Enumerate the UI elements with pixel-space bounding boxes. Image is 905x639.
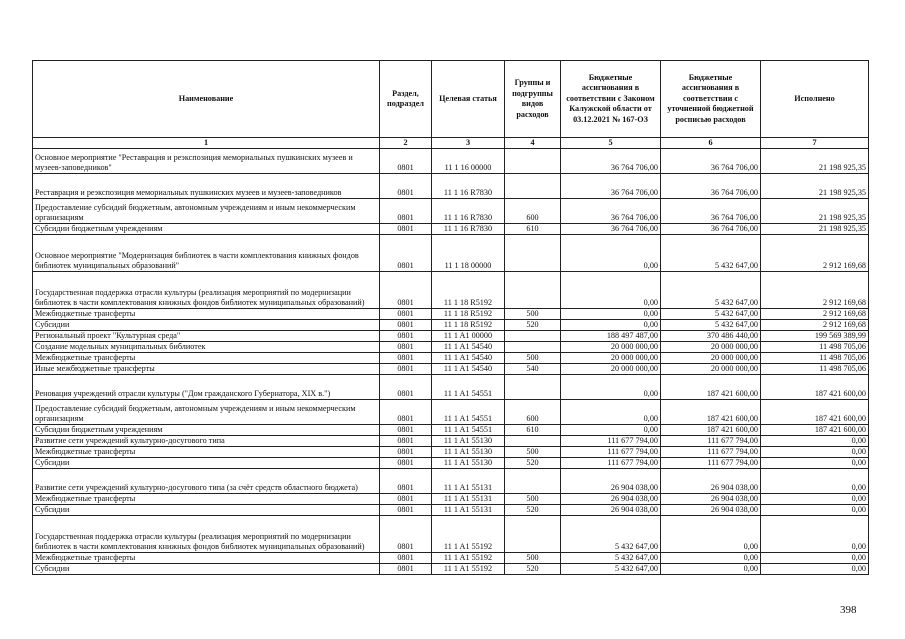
row-section: 0801 [380, 199, 432, 224]
row-executed: 0,00 [761, 436, 869, 447]
row-section: 0801 [380, 400, 432, 425]
row-group [505, 375, 561, 400]
row-group: 520 [505, 458, 561, 469]
row-executed: 2 912 169,68 [761, 272, 869, 309]
row-group: 610 [505, 224, 561, 235]
row-group [505, 516, 561, 553]
row-group: 500 [505, 353, 561, 364]
row-executed: 21 198 925,35 [761, 174, 869, 199]
row-target: 11 1 A1 55130 [432, 436, 505, 447]
row-budget-law: 0,00 [561, 425, 661, 436]
row-group: 520 [505, 505, 561, 516]
row-name: Основное мероприятие "Модернизация библиотек в части комплектования книжных фондов библиотек муниципальных образований" [33, 235, 380, 272]
row-budget-refined: 111 677 794,00 [661, 458, 761, 469]
table-row [33, 447, 869, 458]
row-group: 610 [505, 425, 561, 436]
row-executed: 0,00 [761, 447, 869, 458]
header-group: Группы и подгруппы видов расходов [505, 61, 561, 138]
row-budget-refined: 187 421 600,00 [661, 425, 761, 436]
row-name: Развитие сети учреждений культурно-досугового типа (за счёт средств областного бюджета) [33, 469, 380, 494]
row-group: 520 [505, 320, 561, 331]
row-budget-law: 36 764 706,00 [561, 224, 661, 235]
row-section: 0801 [380, 342, 432, 353]
table-row [33, 353, 869, 364]
row-name: Основное мероприятие "Реставрация и реэкспозиция мемориальных пушкинских музеев и музеев-заповедников" [33, 149, 380, 174]
row-section: 0801 [380, 331, 432, 342]
row-target: 11 1 A1 54540 [432, 353, 505, 364]
header-section: Раздел, подраздел [380, 61, 432, 138]
row-name: Субсидии [33, 458, 380, 469]
table-row [33, 553, 869, 564]
row-target: 11 1 A1 55130 [432, 447, 505, 458]
table-row [33, 174, 869, 199]
row-budget-refined: 36 764 706,00 [661, 199, 761, 224]
row-budget-refined: 0,00 [661, 564, 761, 575]
row-budget-refined: 5 432 647,00 [661, 272, 761, 309]
row-name: Государственная поддержка отрасли культуры (реализация мероприятий по модернизации библиотек в части комплектования книжных фондов библиотек муниципальных образований) [33, 272, 380, 309]
header-budget-refined: Бюджетные ассигнования в соответствии с уточненной бюджетной росписью расходов [661, 61, 761, 138]
row-name: Региональный проект "Культурная среда" [33, 331, 380, 342]
row-budget-law: 111 677 794,00 [561, 447, 661, 458]
row-name: Субсидии [33, 564, 380, 575]
row-section: 0801 [380, 364, 432, 375]
table-row [33, 375, 869, 400]
column-number: 5 [561, 138, 661, 149]
row-budget-law: 36 764 706,00 [561, 149, 661, 174]
row-group [505, 331, 561, 342]
row-name: Межбюджетные трансферты [33, 447, 380, 458]
row-section: 0801 [380, 564, 432, 575]
row-executed: 2 912 169,68 [761, 309, 869, 320]
row-name: Реставрация и реэкспозиция мемориальных пушкинских музеев и музеев-заповедников [33, 174, 380, 199]
row-name: Межбюджетные трансферты [33, 309, 380, 320]
table-row [33, 458, 869, 469]
row-budget-law: 0,00 [561, 375, 661, 400]
table-row [33, 436, 869, 447]
row-executed: 11 498 705,06 [761, 364, 869, 375]
row-budget-law: 20 000 000,00 [561, 342, 661, 353]
row-section: 0801 [380, 458, 432, 469]
row-budget-refined: 20 000 000,00 [661, 353, 761, 364]
row-target: 11 1 16 R7830 [432, 174, 505, 199]
row-executed: 11 498 705,06 [761, 353, 869, 364]
row-name: Межбюджетные трансферты [33, 553, 380, 564]
row-budget-refined: 187 421 600,00 [661, 375, 761, 400]
row-budget-law: 0,00 [561, 272, 661, 309]
row-target: 11 1 A1 55192 [432, 553, 505, 564]
row-budget-refined: 5 432 647,00 [661, 309, 761, 320]
row-group: 600 [505, 400, 561, 425]
row-executed: 2 912 169,68 [761, 235, 869, 272]
row-budget-refined: 20 000 000,00 [661, 342, 761, 353]
table-row [33, 505, 869, 516]
row-name: Создание модельных муниципальных библиотек [33, 342, 380, 353]
row-target: 11 1 A1 55131 [432, 505, 505, 516]
row-group: 540 [505, 364, 561, 375]
row-target: 11 1 A1 55192 [432, 516, 505, 553]
row-group [505, 149, 561, 174]
row-group [505, 469, 561, 494]
row-executed: 21 198 925,35 [761, 224, 869, 235]
table-row [33, 364, 869, 375]
row-name: Субсидии [33, 320, 380, 331]
row-budget-refined: 36 764 706,00 [661, 224, 761, 235]
table-row [33, 469, 869, 494]
table-row [33, 516, 869, 553]
row-name: Иные межбюджетные трансферты [33, 364, 380, 375]
row-budget-law: 36 764 706,00 [561, 174, 661, 199]
row-budget-refined: 5 432 647,00 [661, 320, 761, 331]
column-number: 4 [505, 138, 561, 149]
row-target: 11 1 16 R7830 [432, 224, 505, 235]
row-section: 0801 [380, 553, 432, 564]
row-budget-law: 0,00 [561, 235, 661, 272]
row-budget-law: 20 000 000,00 [561, 353, 661, 364]
row-section: 0801 [380, 375, 432, 400]
row-section: 0801 [380, 224, 432, 235]
row-target: 11 1 A1 55131 [432, 469, 505, 494]
row-executed: 21 198 925,35 [761, 199, 869, 224]
table-row [33, 199, 869, 224]
header-name: Наименование [33, 61, 380, 138]
column-number: 7 [761, 138, 869, 149]
column-number: 3 [432, 138, 505, 149]
row-executed: 199 569 389,99 [761, 331, 869, 342]
row-group [505, 235, 561, 272]
row-section: 0801 [380, 174, 432, 199]
row-budget-law: 5 432 647,00 [561, 564, 661, 575]
row-section: 0801 [380, 436, 432, 447]
table-row [33, 564, 869, 575]
table-row [33, 342, 869, 353]
row-budget-law: 36 764 706,00 [561, 199, 661, 224]
row-executed: 0,00 [761, 505, 869, 516]
row-target: 11 1 A1 55192 [432, 564, 505, 575]
row-executed: 187 421 600,00 [761, 425, 869, 436]
row-budget-law: 20 000 000,00 [561, 364, 661, 375]
row-executed: 0,00 [761, 516, 869, 553]
row-budget-law: 0,00 [561, 309, 661, 320]
row-name: Субсидии бюджетным учреждениям [33, 224, 380, 235]
row-section: 0801 [380, 149, 432, 174]
row-target: 11 1 A1 54540 [432, 342, 505, 353]
column-number: 6 [661, 138, 761, 149]
row-budget-refined: 111 677 794,00 [661, 447, 761, 458]
row-section: 0801 [380, 505, 432, 516]
row-target: 11 1 18 00000 [432, 235, 505, 272]
row-target: 11 1 A1 55131 [432, 494, 505, 505]
row-name: Субсидии бюджетным учреждениям [33, 425, 380, 436]
row-target: 11 1 A1 54551 [432, 375, 505, 400]
row-section: 0801 [380, 320, 432, 331]
table-row [33, 224, 869, 235]
budget-table [32, 60, 869, 575]
row-budget-law: 5 432 647,00 [561, 516, 661, 553]
row-target: 11 1 A1 54551 [432, 425, 505, 436]
row-budget-law: 26 904 038,00 [561, 469, 661, 494]
row-target: 11 1 A1 00000 [432, 331, 505, 342]
budget-table-sheet [32, 60, 868, 575]
row-budget-law: 5 432 647,00 [561, 553, 661, 564]
table-body [33, 149, 869, 575]
table-row [33, 235, 869, 272]
row-group: 600 [505, 199, 561, 224]
row-target: 11 1 18 R5192 [432, 272, 505, 309]
row-group: 500 [505, 494, 561, 505]
row-executed: 0,00 [761, 553, 869, 564]
header-executed: Исполнено [761, 61, 869, 138]
row-executed: 11 498 705,06 [761, 342, 869, 353]
row-name: Реновация учреждений отрасли культуры ("Дом гражданского Губернатора, XIX в.") [33, 375, 380, 400]
row-budget-law: 0,00 [561, 400, 661, 425]
table-row [33, 494, 869, 505]
row-section: 0801 [380, 235, 432, 272]
table-row [33, 425, 869, 436]
table-row [33, 331, 869, 342]
row-section: 0801 [380, 469, 432, 494]
row-section: 0801 [380, 353, 432, 364]
row-section: 0801 [380, 425, 432, 436]
row-group: 500 [505, 447, 561, 458]
page-number: 398 [840, 604, 857, 616]
row-budget-law: 26 904 038,00 [561, 494, 661, 505]
row-section: 0801 [380, 447, 432, 458]
row-budget-law: 111 677 794,00 [561, 458, 661, 469]
column-number: 1 [33, 138, 380, 149]
row-executed: 21 198 925,35 [761, 149, 869, 174]
row-name: Межбюджетные трансферты [33, 494, 380, 505]
row-group [505, 174, 561, 199]
row-name: Развитие сети учреждений культурно-досугового типа [33, 436, 380, 447]
row-group [505, 436, 561, 447]
header-target: Целевая статья [432, 61, 505, 138]
row-target: 11 1 18 R5192 [432, 320, 505, 331]
header-budget-law: Бюджетные ассигнования в соответствии с Законом Калужской области от 03.12.2021 № 167-ОЗ [561, 61, 661, 138]
row-budget-refined: 111 677 794,00 [661, 436, 761, 447]
row-executed: 0,00 [761, 469, 869, 494]
table-row [33, 309, 869, 320]
row-name: Предоставление субсидий бюджетным, автономным учреждениям и иным некоммерческим организациям [33, 199, 380, 224]
row-executed: 0,00 [761, 458, 869, 469]
row-section: 0801 [380, 494, 432, 505]
table-row [33, 272, 869, 309]
row-group: 500 [505, 553, 561, 564]
row-budget-refined: 5 432 647,00 [661, 235, 761, 272]
row-name: Государственная поддержка отрасли культуры (реализация мероприятий по модернизации библиотек в части комплектования книжных фондов библиотек муниципальных образований) [33, 516, 380, 553]
table-row [33, 400, 869, 425]
row-target: 11 1 18 R5192 [432, 309, 505, 320]
row-budget-refined: 36 764 706,00 [661, 149, 761, 174]
row-section: 0801 [380, 272, 432, 309]
row-budget-refined: 26 904 038,00 [661, 469, 761, 494]
row-budget-law: 111 677 794,00 [561, 436, 661, 447]
row-target: 11 1 16 R7830 [432, 199, 505, 224]
table-row [33, 320, 869, 331]
row-executed: 187 421 600,00 [761, 400, 869, 425]
header-row [33, 61, 869, 138]
row-name: Субсидии [33, 505, 380, 516]
column-number-row [33, 138, 869, 149]
row-budget-refined: 0,00 [661, 516, 761, 553]
row-budget-law: 0,00 [561, 320, 661, 331]
row-target: 11 1 16 00000 [432, 149, 505, 174]
row-budget-refined: 20 000 000,00 [661, 364, 761, 375]
row-executed: 2 912 169,68 [761, 320, 869, 331]
row-name: Предоставление субсидий бюджетным, автономным учреждениям и иным некоммерческим организациям [33, 400, 380, 425]
row-group: 520 [505, 564, 561, 575]
row-executed: 0,00 [761, 494, 869, 505]
row-budget-refined: 26 904 038,00 [661, 494, 761, 505]
row-target: 11 1 A1 54540 [432, 364, 505, 375]
row-section: 0801 [380, 309, 432, 320]
row-target: 11 1 A1 55130 [432, 458, 505, 469]
row-budget-refined: 36 764 706,00 [661, 174, 761, 199]
row-budget-law: 188 497 487,00 [561, 331, 661, 342]
table-row [33, 149, 869, 174]
row-group [505, 342, 561, 353]
row-executed: 0,00 [761, 564, 869, 575]
row-budget-refined: 370 486 440,00 [661, 331, 761, 342]
row-name: Межбюджетные трансферты [33, 353, 380, 364]
column-number: 2 [380, 138, 432, 149]
row-budget-refined: 0,00 [661, 553, 761, 564]
row-group [505, 272, 561, 309]
row-budget-refined: 187 421 600,00 [661, 400, 761, 425]
row-executed: 187 421 600,00 [761, 375, 869, 400]
row-section: 0801 [380, 516, 432, 553]
row-budget-refined: 26 904 038,00 [661, 505, 761, 516]
row-group: 500 [505, 309, 561, 320]
row-target: 11 1 A1 54551 [432, 400, 505, 425]
row-budget-law: 26 904 038,00 [561, 505, 661, 516]
